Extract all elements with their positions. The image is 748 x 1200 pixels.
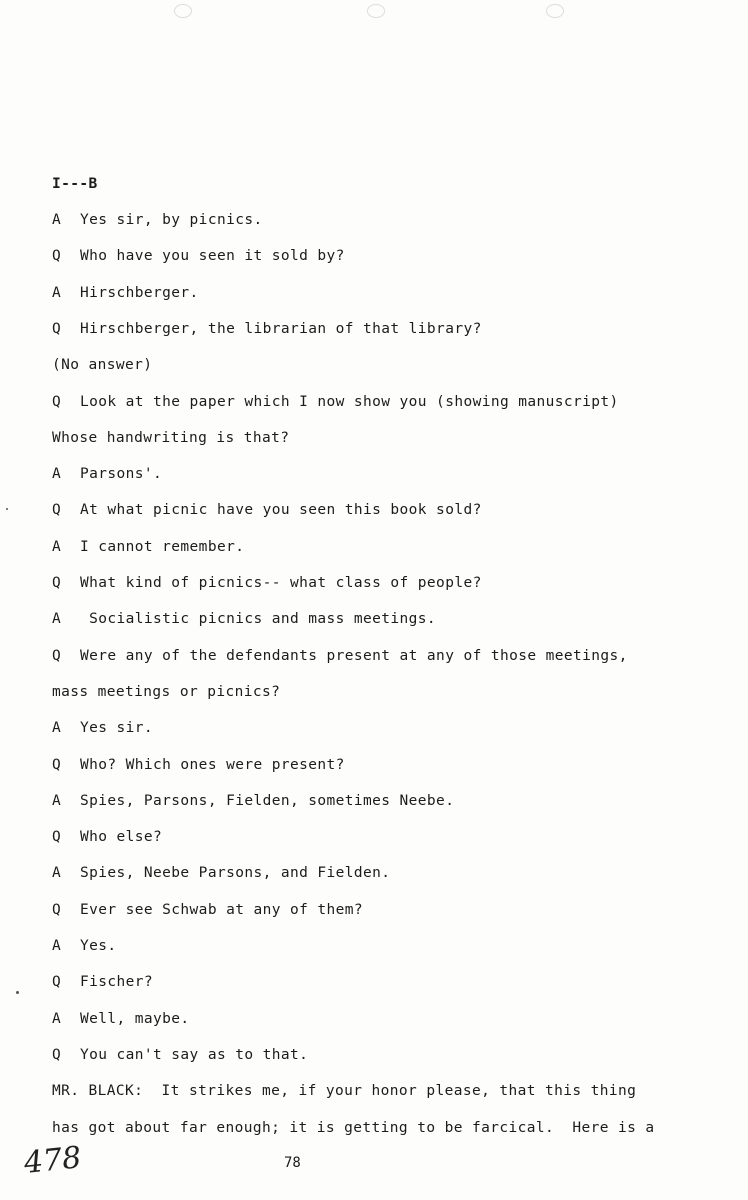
line-text: mass meetings or picnics?: [52, 684, 281, 700]
transcript-line: [52, 430, 289, 446]
line-text: Well, maybe.: [80, 1011, 190, 1027]
speaker-marker: A: [52, 212, 62, 228]
line-text: Who else?: [80, 829, 163, 845]
speaker-marker: Q: [52, 394, 62, 410]
transcript-line: [52, 684, 280, 700]
line-text: Who? Which ones were present?: [80, 757, 345, 773]
transcript-line: [52, 757, 345, 773]
line-text: Were any of the defendants present at any of those meetings,: [80, 648, 628, 664]
line-text: Socialistic picnics and mass meetings.: [80, 611, 437, 627]
speaker-marker: A: [52, 285, 62, 301]
line-text: has got about far enough; it is getting to be farcical. Here is a: [52, 1120, 655, 1136]
transcript-line: [52, 394, 619, 410]
transcript-line: [52, 466, 162, 482]
line-text: Spies, Parsons, Fielden, sometimes Neebe.: [80, 793, 455, 809]
speaker-marker: Q: [52, 502, 62, 518]
line-text: What kind of picnics-- what class of people?: [80, 575, 482, 591]
speaker-marker: A: [52, 938, 62, 954]
transcript-line: [52, 793, 454, 809]
transcript-line: [52, 575, 482, 591]
speaker-marker: A: [52, 539, 62, 555]
line-text: (No answer): [52, 357, 153, 373]
line-text: Ever see Schwab at any of them?: [80, 902, 364, 918]
line-text: At what picnic have you seen this book sold?: [80, 502, 482, 518]
transcript-line: [52, 974, 153, 990]
speaker-marker: A: [52, 865, 62, 881]
transcript-line: [52, 1011, 190, 1027]
transcript-line: [52, 285, 199, 301]
transcript-line: [52, 1083, 636, 1099]
transcript-line: [52, 902, 363, 918]
line-text: MR. BLACK: It strikes me, if your honor please, that this thing: [52, 1083, 637, 1099]
line-text: Hirschberger.: [80, 285, 199, 301]
transcript-line: [52, 212, 263, 228]
margin-speck: [16, 991, 19, 994]
line-text: Spies, Neebe Parsons, and Fielden.: [80, 865, 391, 881]
line-text: Yes.: [80, 938, 117, 954]
speaker-marker: A: [52, 793, 62, 809]
speaker-marker: A: [52, 1011, 62, 1027]
speaker-marker: Q: [52, 902, 62, 918]
speaker-marker: A: [52, 466, 62, 482]
transcript-line: [52, 720, 153, 736]
speaker-marker: Q: [52, 974, 62, 990]
transcript-line: [52, 321, 482, 337]
line-text: Yes sir, by picnics.: [80, 212, 263, 228]
speaker-marker: Q: [52, 248, 62, 264]
speaker-marker: A: [52, 611, 62, 627]
speaker-marker: Q: [52, 648, 62, 664]
transcript-line: [52, 1120, 655, 1136]
page-number: 78: [284, 1155, 301, 1171]
transcript-line: [52, 357, 152, 373]
speaker-marker: A: [52, 720, 62, 736]
line-text: Parsons'.: [80, 466, 163, 482]
speaker-marker: Q: [52, 1047, 62, 1063]
speaker-marker: Q: [52, 757, 62, 773]
transcript-line: [52, 938, 117, 954]
speaker-marker: Q: [52, 829, 62, 845]
transcript-line: [52, 611, 436, 627]
line-text: You can't say as to that.: [80, 1047, 309, 1063]
transcript-line: [52, 648, 628, 664]
handwritten-page-number: 478: [22, 1140, 83, 1181]
transcript-line: [52, 829, 162, 845]
line-text: Who have you seen it sold by?: [80, 248, 345, 264]
transcript-line: [52, 539, 244, 555]
transcript-line: [52, 865, 390, 881]
speaker-marker: Q: [52, 575, 62, 591]
speaker-marker: Q: [52, 321, 62, 337]
line-text: Look at the paper which I now show you (showing manuscript): [80, 394, 619, 410]
line-text: Fischer?: [80, 974, 154, 990]
line-text: Hirschberger, the librarian of that library?: [80, 321, 482, 337]
transcript-line: [52, 248, 345, 264]
line-text: Whose handwriting is that?: [52, 430, 290, 446]
line-text: Yes sir.: [80, 720, 154, 736]
line-text: I cannot remember.: [80, 539, 245, 555]
margin-speck: [6, 508, 8, 510]
transcript-line: [52, 502, 482, 518]
transcript-line: [52, 1047, 308, 1063]
section-header: I---B: [52, 176, 98, 192]
